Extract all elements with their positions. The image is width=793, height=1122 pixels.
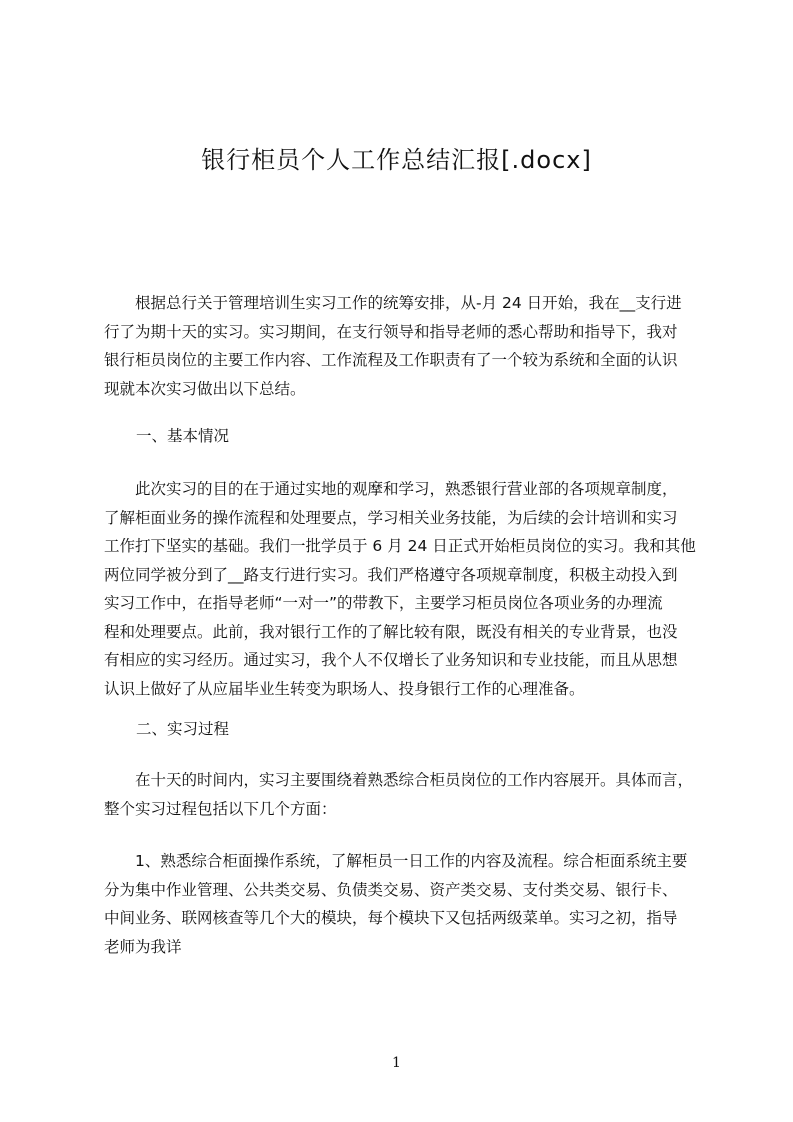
page-number: 1	[392, 1055, 401, 1071]
paragraph-process-item-1	[104, 847, 700, 961]
paragraph-intro	[104, 289, 700, 403]
text-line: 行了为期十天的实习。实习期间，在支行领导和指导老师的悉心帮助和指导下，我对	[104, 322, 678, 341]
text-line: 老师为我详	[104, 937, 182, 956]
text-line: 现就本次实习做出以下总结。	[104, 379, 306, 398]
paragraph-basic-info	[104, 475, 700, 703]
text-line: 在十天的时间内，实习主要围绕着熟悉综合柜员岗位的工作内容展开。具体而言，	[104, 771, 694, 789]
text-line: 认识上做好了从应届毕业生转变为职场人、投身银行工作的心理准备。	[104, 679, 585, 698]
text-line: 有相应的实习经历。通过实习，我个人不仅增长了业务知识和专业技能，而且从思想	[104, 651, 678, 669]
text-line: 整个实习过程包括以下几个方面：	[104, 799, 337, 818]
text-line: 根据总行关于管理培训生实习工作的统筹安排，从-月 24 日开始，我在__支行进	[104, 294, 682, 312]
text-line: 两位同学被分到了__路支行进行实习。我们严格遵守各项规章制度，积极主动投入到	[104, 565, 678, 584]
text-line: 程和处理要点。此前，我对银行工作的了解比较有限，既没有相关的专业背景，也没	[104, 622, 678, 641]
text-line: 1、熟悉综合柜面操作系统，了解柜员一日工作的内容及流程。综合柜面系统主要	[104, 852, 688, 870]
text-line: 分为集中作业管理、公共类交易、负债类交易、资产类交易、支付类交易、银行卡、	[104, 880, 678, 899]
document-title: 银行柜员个人工作总结汇报[.docx]	[201, 146, 592, 174]
section-heading-process: 二、实习过程	[136, 720, 230, 738]
section-heading-basic-info: 一、基本情况	[136, 427, 230, 445]
text-line: 了解柜面业务的操作流程和处理要点，学习相关业务技能，为后续的会计培训和实习	[104, 508, 678, 527]
paragraph-process-intro	[104, 766, 700, 823]
text-line: 此次实习的目的在于通过实地的观摩和学习，熟悉银行营业部的各项规章制度，	[104, 480, 678, 498]
text-line: 工作打下坚实的基础。我们一批学员于 6 月 24 日正式开始柜员岗位的实习。我和其他	[104, 537, 696, 555]
text-line: 中间业务、联网核查等几个大的模块，每个模块下又包括两级菜单。实习之初，指导	[104, 909, 678, 927]
text-line: 银行柜员岗位的主要工作内容、工作流程及工作职责有了一个较为系统和全面的认识	[104, 351, 678, 369]
text-line: 实习工作中，在指导老师“一对一”的带教下，主要学习柜员岗位各项业务的办理流	[104, 594, 663, 612]
